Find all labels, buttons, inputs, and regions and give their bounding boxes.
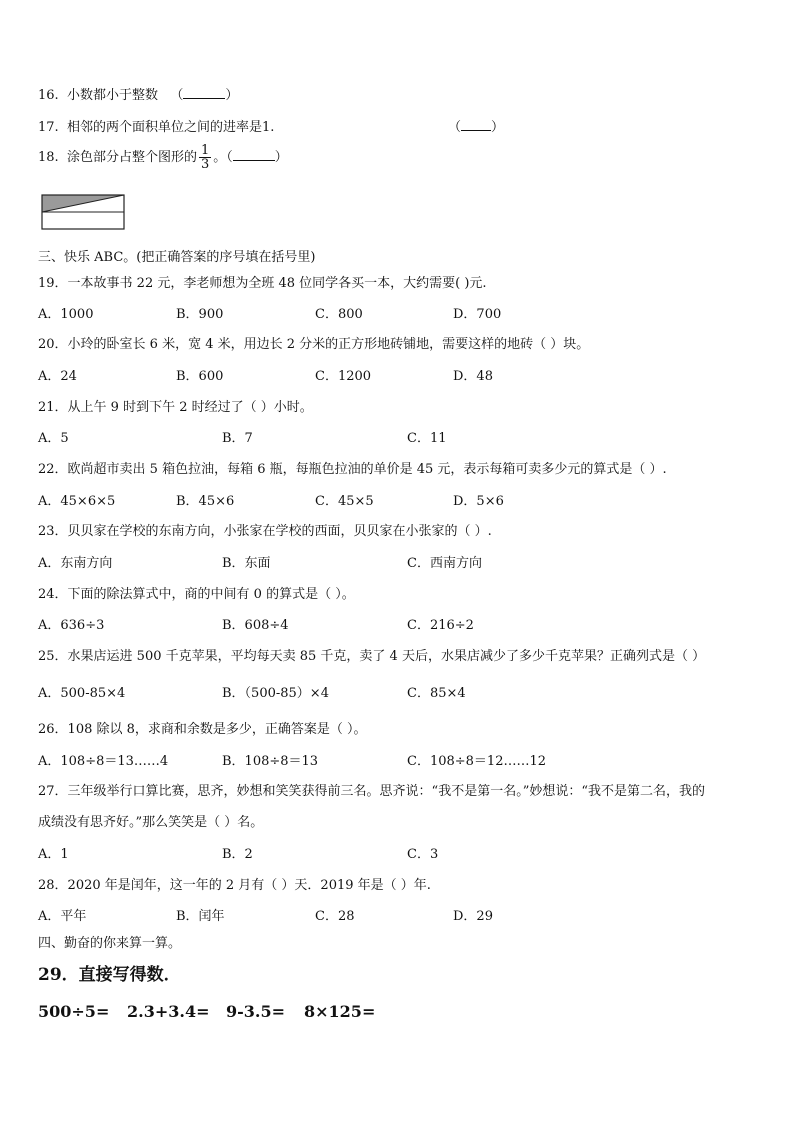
- shaded-rectangle-figure: [40, 193, 126, 231]
- q17-number: 17.: [38, 120, 59, 135]
- q28-option-c[interactable]: C．28: [315, 909, 355, 924]
- q25-option-b[interactable]: B．（500-85）×4: [222, 686, 329, 701]
- question-24: 24．下面的除法算式中，商的中间有 0 的算式是（ ）。: [38, 587, 355, 602]
- q20-option-a[interactable]: A．24: [38, 369, 77, 384]
- question-23: 23．贝贝家在学校的东南方向，小张家在学校的西面，贝贝家在小张家的（ ）.: [38, 524, 492, 539]
- q28-option-d[interactable]: D．29: [453, 909, 493, 924]
- question-28: 28．2020 年是闰年，这一年的 2 月有（ ）天．2019 年是（ ）年.: [38, 878, 431, 893]
- calc-item-1: 500÷5=: [38, 1002, 110, 1021]
- calc-item-4: 8×125=: [304, 1002, 376, 1021]
- q25-option-a[interactable]: A．500-85×4: [38, 686, 126, 701]
- q21-option-b[interactable]: B．7: [222, 431, 253, 446]
- q18-answer-blank[interactable]: [233, 150, 275, 161]
- q17-answer-blank[interactable]: [461, 120, 491, 131]
- question-27-continued: 成绩没有思齐好。”那么笑笑是（ ）名。: [38, 815, 264, 830]
- question-18: [38, 144, 288, 171]
- q19-option-c[interactable]: C．800: [315, 307, 363, 322]
- calc-item-3: 9-3.5=: [226, 1002, 286, 1021]
- q16-text: 小数都小于整数: [66, 88, 158, 103]
- question-20: 20．小玲的卧室长 6 米，宽 4 米，用边长 2 分米的正方形地砖铺地，需要这样的地砖（ ）块。: [38, 337, 590, 352]
- q22-option-c[interactable]: C．45×5: [315, 494, 374, 509]
- fraction-one-third: [199, 144, 211, 171]
- q28-option-a[interactable]: A．平年: [38, 909, 87, 924]
- question-26: 26．108 除以 8，求商和余数是多少，正确答案是（ ）。: [38, 722, 367, 737]
- q17-text: 相邻的两个面积单位之间的进率是1.: [66, 120, 275, 135]
- fraction-denominator: 3: [200, 157, 210, 172]
- q23-option-a[interactable]: A．东南方向: [38, 556, 113, 571]
- q17-paren-right: ）: [491, 120, 505, 135]
- q20-option-c[interactable]: C．1200: [315, 369, 372, 384]
- q22-option-a[interactable]: A．45×6×5: [38, 494, 116, 509]
- q21-option-c[interactable]: C．11: [407, 431, 447, 446]
- q24-option-c[interactable]: C．216÷2: [407, 618, 474, 633]
- question-17: [38, 116, 274, 135]
- q24-option-b[interactable]: B．608÷4: [222, 618, 289, 633]
- q18-number: 18.: [38, 150, 59, 165]
- question-25: 25．水果店运进 500 千克苹果，平均每天卖 85 千克，卖了 4 天后，水果店减少了多少千克苹果？正确列式是（ ）: [38, 649, 706, 664]
- q27-option-c[interactable]: C．3: [407, 847, 439, 862]
- q16-paren-right: ）: [225, 88, 239, 103]
- q19-option-b[interactable]: B．900: [176, 307, 224, 322]
- question-29-title: 29．直接写得数．: [38, 965, 181, 985]
- q16-answer-blank[interactable]: [183, 88, 225, 99]
- q21-option-a[interactable]: A．5: [38, 431, 69, 446]
- calc-item-2: 2.3+3.4=: [127, 1002, 210, 1021]
- q19-option-d[interactable]: D．700: [453, 307, 502, 322]
- question-19: 19．一本故事书 22 元，李老师想为全班 48 位同学各买一本，大约需要( )元.: [38, 276, 487, 291]
- q16-paren-left: （: [170, 88, 184, 103]
- q27-option-b[interactable]: B．2: [222, 847, 253, 862]
- q22-option-b[interactable]: B．45×6: [176, 494, 235, 509]
- question-16: [38, 84, 238, 103]
- q26-option-c[interactable]: C．108÷8＝12……12: [407, 754, 547, 769]
- q23-option-c[interactable]: C．西南方向: [407, 556, 482, 571]
- q16-number: 16.: [38, 88, 59, 103]
- q26-option-b[interactable]: B．108÷8＝13: [222, 754, 319, 769]
- fraction-numerator: 1: [200, 143, 210, 158]
- q23-option-b[interactable]: B．东面: [222, 556, 271, 571]
- section-3-title: 三、快乐 ABC。(把正确答案的序号填在括号里): [38, 250, 316, 265]
- q25-option-c[interactable]: C．85×4: [407, 686, 466, 701]
- section-4-title: 四、勤奋的你来算一算。: [38, 936, 182, 951]
- q24-option-a[interactable]: A．636÷3: [38, 618, 105, 633]
- question-27: 27．三年级举行口算比赛，思齐，妙想和笑笑获得前三名。思齐说：“我不是第一名。”妙想说：“我不是第二名，我的: [38, 784, 705, 799]
- q18-paren-left: 。（: [213, 150, 233, 165]
- q22-option-d[interactable]: D．5×6: [453, 494, 504, 509]
- q26-option-a[interactable]: A．108÷8＝13……4: [38, 754, 169, 769]
- q27-option-a[interactable]: A．1: [38, 847, 69, 862]
- question-21: 21．从上午 9 时到下午 2 时经过了（ ）小时。: [38, 400, 313, 415]
- q17-paren-left: （: [448, 120, 462, 135]
- q17-answer-area: [448, 116, 504, 135]
- question-22: 22．欧尚超市卖出 5 箱色拉油，每箱 6 瓶，每瓶色拉油的单价是 45 元，表示每箱可卖多少元的算式是（ ）.: [38, 462, 667, 477]
- q20-option-d[interactable]: D．48: [453, 369, 493, 384]
- q18-text: 涂色部分占整个图形的: [66, 150, 197, 165]
- q20-option-b[interactable]: B．600: [176, 369, 224, 384]
- q18-paren-right: ）: [274, 150, 288, 165]
- q28-option-b[interactable]: B．闰年: [176, 909, 225, 924]
- q19-option-a[interactable]: A．1000: [38, 307, 94, 322]
